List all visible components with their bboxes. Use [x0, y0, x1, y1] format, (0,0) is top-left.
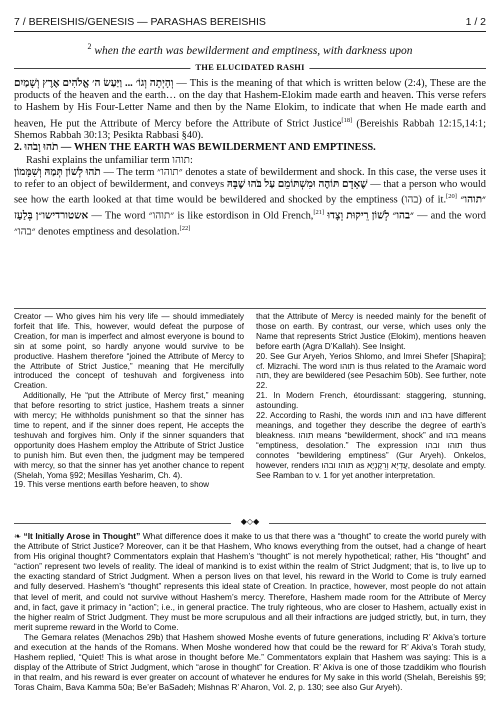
rashi-text: — The word ״תוהו״ is like estordison in Old French,: [88, 210, 314, 222]
footnote-text: 22. According to Rashi, the words תוהו and בהו have different meanings, and together they describe the degree of earth’s bleakness. תוהו means “bewilderment, shock” and בהו means “emptiness, desolation.” The expression תוהו ובהו thus connotes “bewildering emptiness” (Gur Aryeh). Onkelos, however, renders תוהו ובהו as עֲדְיָא וְרֵקָנְיָא, desolate and empty. See Ramban to v. 1 for yet another interpretation.: [256, 411, 486, 480]
insight-essay: [14, 531, 486, 693]
notes-rule: [14, 308, 486, 309]
note-ref: [22]: [179, 224, 191, 232]
footnotes-left-column: [14, 312, 244, 520]
footnote-text: Additionally, He “put the Attribute of Mercy first,” meaning that before resorting to strict justice, Hashem treats a sinner with mercy; He withholds punishment so that the sinner has time to repent, and if the sinner does repent, He accepts the teshuvah and forgives him. Only if the sinner squanders that opportunity does Hashem employ the Attribute of Strict Justice to punish him. But even then, the judgment may be tempered with mercy, so that the sinner has yet another chance to repent (Shelah, Yoma §92; Mesillas Yesharim, Ch. 4).: [14, 391, 244, 480]
footnotes-right-column: [256, 312, 486, 520]
rashi-text: (Bereishis Rabbah 12:15,14:1; Shemos Rabbah 30:13; Pesikta Rabbasi §40).: [14, 118, 487, 142]
rashi-paragraph-1: [14, 78, 486, 142]
hebrew-lemma: ״בהו״ לְשׁוֹן רֵיקוּת וְצָדוּ: [327, 210, 414, 222]
verse-text: when the earth was bewilderment and emptiness, with darkness upon: [94, 44, 413, 57]
section-label: THE ELUCIDATED RASHI: [190, 62, 309, 72]
verse-number: 2: [87, 42, 92, 51]
insight-paragraph-2: The Gemara relates (Menachos 29b) that Hashem showed Moshe events of future generations, including R’ Akiva’s torture and execution at the hands of the Romans. When Moshe wondered how that could be the reward for R’ Akiva’s Torah study, Hashem replied, “Quiet! This is what arose in thought before Me.” Commentators explain that Hashem was saying: This is a display of the Attribute of Strict Judgment, which “arose in thought” for Creation. R’ Akiva is one of those tzaddikim who flourish in that realm, and his reward is ever greater on account of whatever he endures for My sake in this world (Shelah, Bereishis §9; Toras Chaim, Bava Kamma 50a; Be’er BaSadeh; Mishnas R’ Aharon, Vol. 2, p. 130; see also Gur Aryeh).: [14, 631, 486, 693]
ornament-icon: ◆◇◆: [240, 517, 260, 526]
note-ref: [20]: [446, 193, 457, 201]
rashi-text: — that a person who would see how the earth looked at that time would be bewildered and shocked by the emptiness (בהו) of it.: [14, 179, 487, 206]
hebrew-lemma: תֹהוּ וָבֹהוּ: [24, 142, 59, 154]
hebrew-lemma: וְהָיְתָה וְגוֹ׳ ... וַיַּעַשׂ ה׳ אֱלֹהִים אֶרֶץ וְשָׁמַיִם: [14, 78, 174, 89]
rashi-verse-number: 2.: [14, 142, 22, 154]
note-ref: [21]: [313, 208, 325, 216]
insight-bullet-icon: ❧: [14, 531, 24, 541]
verse-translation: [14, 42, 486, 57]
footnote-text: Creator — Who gives him his very life — should immediately forfeit that life. This, however, would defeat the purpose of Creation, for man is imperfect and almost everyone is bound to sin at some point, so hardly anyone would survive to be productive. Hashem therefore “joined the Attribute of Mercy to the Attribute of Strict Justice,” meaning that He mercifully introduced the concept of teshuvah and forgiveness into Creation.: [14, 312, 244, 391]
footnote-text: 20. See Gur Aryeh, Yerios Shlomo, and Imrei Shefer [Shapira]; cf. Mizrachi. The word תוהו is thus related to the Aramaic word תוה, they are bewildered (see Pesachim 50b). See further, note 22.: [256, 351, 486, 391]
divider-line: [269, 523, 486, 524]
ornament-divider: [14, 518, 486, 528]
footnote-text: that the Attribute of Mercy is needed mainly for the benefit of those on earth. By contrast, our verse, which uses only the Name that represents Strict Justice (Elokim), mentions heaven before earth (Agra D’Kallah). See Insight.: [256, 312, 486, 351]
page-number: 1 / 2: [465, 16, 486, 28]
footnote-text: 21. In Modern French, étourdissant: staggering, stunning, astounding.: [256, 391, 486, 411]
note-ref: [18]: [341, 116, 353, 124]
section-heading: [14, 62, 486, 74]
header-rule: [14, 31, 486, 32]
footnote-text: 19. This verse mentions earth before heaven, to show: [14, 480, 210, 490]
divider-line: [14, 523, 231, 524]
rashi-heading: — WHEN THE EARTH WAS BEWILDERMENT AND EMPTINESS.: [58, 142, 376, 154]
footnotes: [14, 312, 486, 520]
insight-title: “It Initially Arose in Thought”: [23, 531, 141, 541]
rashi-text: — This is the meaning of that which is written below (2:4), These are the products of the heaven and the earth… on the day that Hashem-Elokim made earth and heaven. This verse refers to Hashem by His Four-Letter Name and then by the Name Elokim, to indicate that when He made earth and heaven, He put the Attribute of Mercy before the Attribute of Strict Justice: [14, 78, 486, 130]
hebrew-lemma: שֶׁאָדָם תּוֹהֶה וּמִשְׁתּוֹמֵם עַל בֹּהוּ שֶׁבָּהּ: [226, 179, 368, 191]
running-header-title: 7 / BEREISHIS/GENESIS — PARASHAS BEREISHIS: [14, 16, 266, 28]
rashi-commentary: [14, 78, 486, 238]
insight-text: What difference does it make to us that there was a “thought” to create the world purely with the Attribute of Strict Justice? Moreover, can it be that Hashem, Who knows everything from the outset, had a change of heart from His original thought? Commentators explain that Hashem’s “thought” is not merely hypothetical; rather, His “thought” and “action” represent two levels of reality. The ideal of mankind is to exist within the realm of Strict Judgment; that is, to live up to the exacting standard of Strict Judgment. When a person lives on that level, his reward in the World to Come is truly earned and fully deserved. Hashem’s “thought” represents this ideal state of Creation. In practice, however, most people do not attain that level of merit, and could not survive without Hashem’s mercy. Therefore, Hashem made room for the Attribute of Mercy and, in fact, gave it primacy in “action”; i.e., in general practice. The truly righteous, who are closer to Hashem, actually exist in the higher realm of Strict Judgment. They must be more scrupulous and all their infractions are judged strictly, but, in turn, they merit supreme reward in the World to Come.: [14, 531, 486, 632]
rashi-text: — and the word ״בהו״ denotes emptiness and desolation.: [14, 210, 486, 238]
rashi-text: — The term ״תוהו״ denotes a state of bewilderment and shock. In this case, the verse uses it to refer to an object of bewilderment, and conveys: [14, 166, 486, 191]
insight-paragraph-1: [14, 531, 486, 632]
hebrew-lemma: ״תוהו״ אשטורדישו״ן בְּלַעַז: [14, 194, 486, 222]
rashi-paragraph-3: Rashi explains the unfamiliar term תוהו:: [26, 154, 193, 166]
running-header: [14, 16, 486, 30]
rashi-paragraph-2: [14, 142, 486, 154]
rashi-paragraph-4: [14, 167, 486, 238]
hebrew-lemma: תֹהוּ לְשׁוֹן תְּמַהּ וְשִׁמָּמוֹן: [14, 166, 101, 178]
